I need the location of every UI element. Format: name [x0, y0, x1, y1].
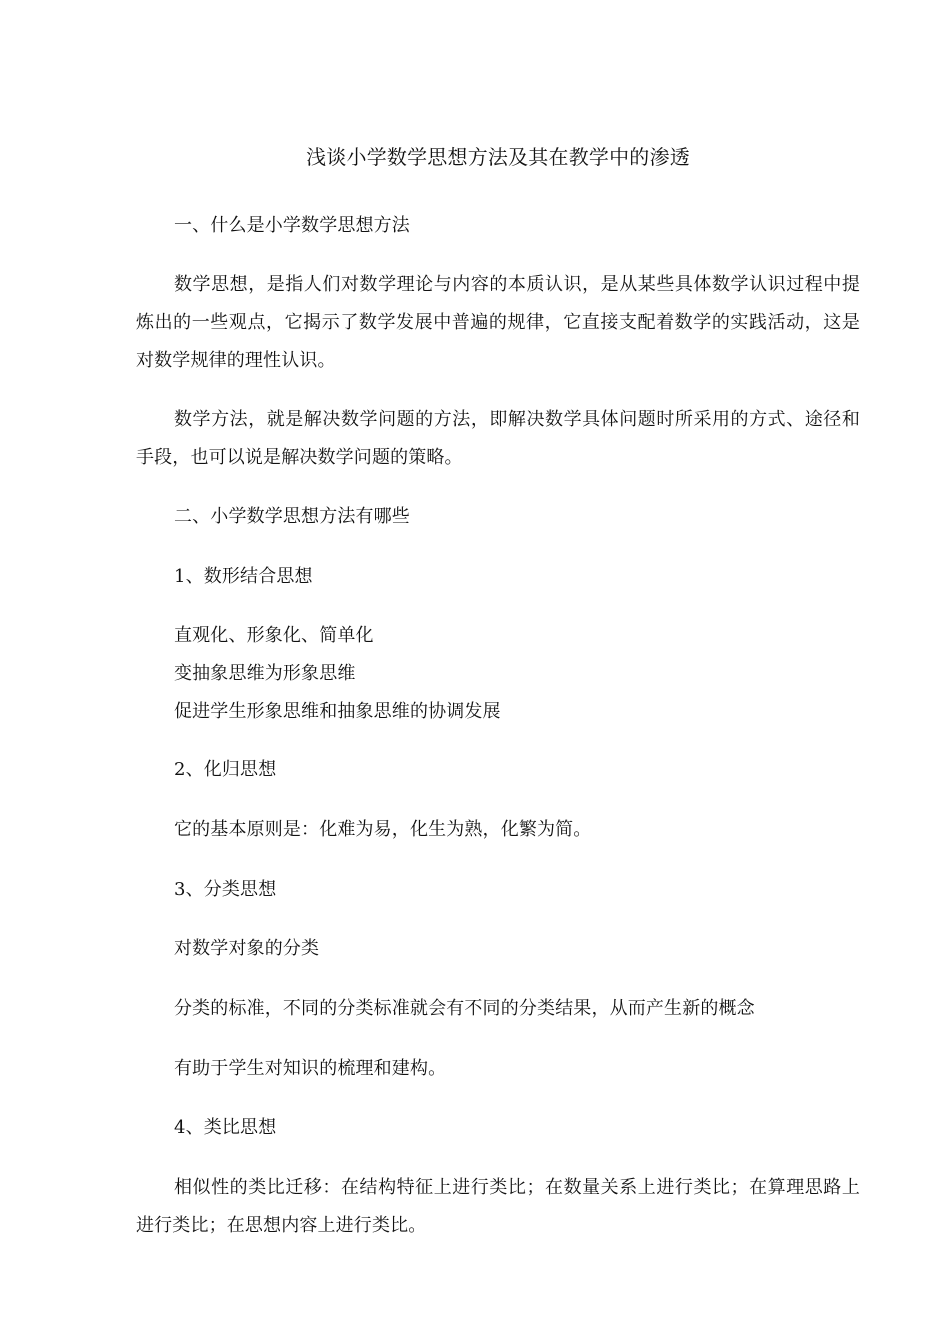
- subheading-reduction: 2、化归思想: [174, 759, 277, 780]
- list-line: 有助于学生对知识的梳理和建构。: [174, 1058, 447, 1079]
- list-line: 直观化、形象化、简单化: [174, 625, 374, 646]
- paragraph-math-thought: 数学思想，是指人们对数学理论与内容的本质认识，是从某些具体数学认识过程中提炼出的一些观点，它揭示了数学发展中普遍的规律，它直接支配着数学的实践活动，这是对数学规律的理性认识。: [136, 274, 860, 371]
- list-line: 变抽象思维为形象思维: [174, 663, 356, 684]
- list-line: 对数学对象的分类: [174, 938, 320, 959]
- section-heading-2: 二、小学数学思想方法有哪些: [174, 506, 410, 527]
- subheading-analogy: 4、类比思想: [174, 1117, 277, 1138]
- paragraph-analogy: 相似性的类比迁移：在结构特征上进行类比；在数量关系上进行类比；在算理思路上进行类比；在思想内容上进行类比。: [136, 1177, 860, 1236]
- list-line: 促进学生形象思维和抽象思维的协调发展: [174, 701, 501, 722]
- subheading-number-shape: 1、数形结合思想: [174, 566, 313, 587]
- paragraph-math-method: 数学方法，就是解决数学问题的方法，即解决数学具体问题时所采用的方式、途径和手段，也可以说是解决数学问题的策略。: [136, 409, 860, 468]
- section-heading-1: 一、什么是小学数学思想方法: [174, 215, 410, 236]
- document-page: [136, 0, 860, 1344]
- paragraph-reduction: 它的基本原则是：化难为易，化生为熟，化繁为简。: [174, 819, 592, 840]
- document-title: 浅谈小学数学思想方法及其在教学中的渗透: [306, 145, 690, 169]
- subheading-classification: 3、分类思想: [174, 879, 277, 900]
- list-line: 分类的标准，不同的分类标准就会有不同的分类结果，从而产生新的概念: [174, 998, 755, 1019]
